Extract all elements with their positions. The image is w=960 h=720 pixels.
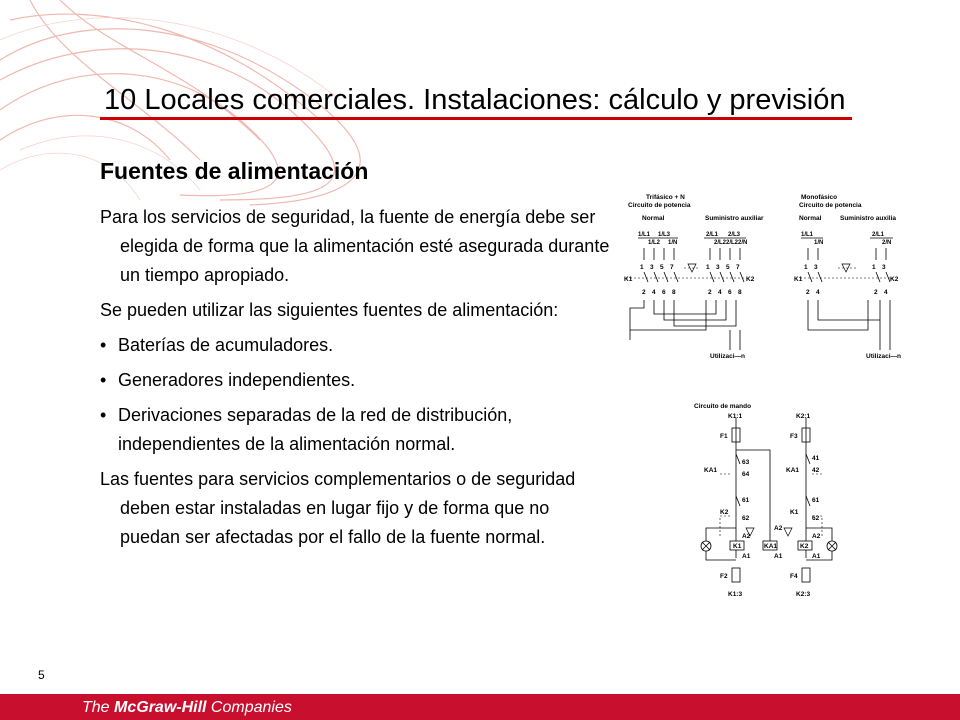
power-circuit-diagram (618, 190, 950, 365)
diagram-label: 63 (742, 459, 750, 466)
diagram-label: KA1 (704, 467, 718, 474)
contact-number: 4 (816, 289, 820, 296)
contact-number: 8 (672, 289, 676, 296)
contact-number: 7 (670, 264, 674, 271)
publisher-logo (82, 699, 292, 717)
section-heading: Fuentes de alimentación (100, 158, 369, 184)
contact-number: 6 (728, 289, 732, 296)
phase-label: 2/L3 (728, 232, 741, 238)
diagram-label: K1 (790, 509, 799, 516)
diagram-label: 41 (812, 455, 820, 462)
phase-label: 2/L1 (872, 232, 885, 238)
diagram-label: 62 (742, 515, 750, 522)
diagram-label: A1 (742, 553, 751, 560)
contact-number: 4 (652, 289, 656, 296)
utilization-label: Utilizaci—n (866, 353, 902, 360)
contact-number: 6 (662, 289, 666, 296)
paragraph-intro: Para los servicios de seguridad, la fuente de energía debe ser elegida de forma que la alimentación esté asegurada durante un tiempo apropiado. (100, 207, 610, 285)
phase-label: 1/L1 (801, 232, 814, 238)
contact-number: 1 (706, 264, 710, 271)
contact-number: 3 (814, 264, 818, 271)
phase-label: 2/N (882, 240, 892, 246)
contact-number: 2 (874, 289, 878, 296)
diagram-label: K1:3 (728, 591, 743, 598)
contact-number: 3 (716, 264, 720, 271)
diagram-label: K2 (800, 543, 809, 550)
bullet-item (100, 331, 610, 360)
diagram-label: F4 (790, 573, 798, 580)
contact-number: 1 (804, 264, 808, 271)
diagram-label: A1 (812, 553, 821, 560)
bullet-item (100, 366, 610, 395)
contactor-label: K1 (624, 276, 633, 283)
diagram-label: Suministro auxiliar (705, 215, 764, 222)
diagram-label: Monofásico (801, 194, 838, 201)
contact-number: 4 (718, 289, 722, 296)
diagram-label: A1 (774, 553, 783, 560)
phase-label: 1/L1 (638, 232, 651, 238)
phase-label: 1/L2 (648, 240, 661, 246)
bullet-icon: • (100, 335, 107, 355)
phase-label: 2/L2 (726, 240, 739, 246)
logo-brand: McGraw-Hill (114, 699, 207, 716)
diagram-label: Circuito de mando (694, 403, 752, 410)
diagram-label: K1:1 (728, 413, 743, 420)
diagram-label: A2 (742, 533, 751, 540)
diagram-label: Normal (642, 215, 665, 222)
contact-number: 7 (736, 264, 740, 271)
contactor-label: K2 (746, 276, 755, 283)
phase-label: 1/N (668, 240, 678, 246)
bullet-icon: • (100, 405, 107, 425)
control-circuit-diagram (690, 398, 850, 608)
paragraph-sources: Se pueden utilizar las siguientes fuentes de alimentación: (100, 300, 559, 320)
diagram-label: A2 (812, 533, 821, 540)
utilization-label: Utilizaci—n (710, 353, 746, 360)
contactor-label: K2 (890, 276, 899, 283)
slide-title: 10 Locales comerciales. Instalaciones: cálculo y previsión (104, 84, 846, 116)
diagram-label: Trifásico + N (646, 194, 685, 201)
diagram-label: 42 (812, 467, 820, 474)
contact-number: 5 (660, 264, 664, 271)
contact-number: 3 (650, 264, 654, 271)
diagram-label: F3 (790, 433, 798, 440)
diagram-label: K2 (720, 509, 729, 516)
diagram-label: 62 (812, 515, 820, 522)
phase-label: 1/N (814, 240, 824, 246)
contact-number: 3 (882, 264, 886, 271)
contact-number: 1 (640, 264, 644, 271)
phase-label: 2/L2 (714, 240, 727, 246)
diagram-label: Circuito de potencia (799, 202, 862, 209)
phase-label: 2/N (738, 240, 748, 246)
page-number: 5 (38, 668, 45, 682)
bullet-text: Generadores independientes. (118, 370, 356, 390)
diagram-label: F2 (720, 573, 728, 580)
contact-number: 4 (884, 289, 888, 296)
diagram-label: A2 (774, 525, 783, 532)
body-text (100, 203, 610, 558)
diagram-label: 61 (742, 497, 750, 504)
paragraph-closing: Las fuentes para servicios complementarios o de seguridad deben estar instaladas en lugar fijo y de forma que no puedan ser afectadas por el fallo de la fuente normal. (100, 469, 576, 547)
contactor-label: K1 (794, 276, 803, 283)
diagram-label: KA1 (786, 467, 800, 474)
contact-number: 5 (726, 264, 730, 271)
diagram-label: 61 (812, 497, 820, 504)
contact-number: 2 (642, 289, 646, 296)
contact-number: 2 (806, 289, 810, 296)
diagram-label: 64 (742, 471, 750, 478)
diagram-label: K2:3 (796, 591, 811, 598)
diagram-label: Suministro auxilia (840, 215, 896, 222)
bullet-item (100, 401, 610, 459)
bullet-text: Baterías de acumuladores. (118, 335, 334, 355)
phase-label: 1/L3 (658, 232, 671, 238)
logo-prefix: The (82, 699, 115, 716)
title-underline (100, 117, 852, 120)
contact-number: 8 (738, 289, 742, 296)
contact-number: 1 (872, 264, 876, 271)
diagram-label: F1 (720, 433, 728, 440)
diagram-label: KA1 (764, 543, 778, 550)
diagram-label: Circuito de potencia (628, 202, 691, 209)
bullet-icon: • (100, 370, 107, 390)
bullet-text: Derivaciones separadas de la red de distribución, independientes de la alimentación normal. (118, 405, 513, 454)
logo-suffix: Companies (206, 699, 292, 716)
phase-label: 2/L1 (706, 232, 719, 238)
diagram-label: K2:1 (796, 413, 811, 420)
contact-number: 2 (708, 289, 712, 296)
diagram-label: Normal (799, 215, 822, 222)
diagram-label: K1 (733, 543, 742, 550)
